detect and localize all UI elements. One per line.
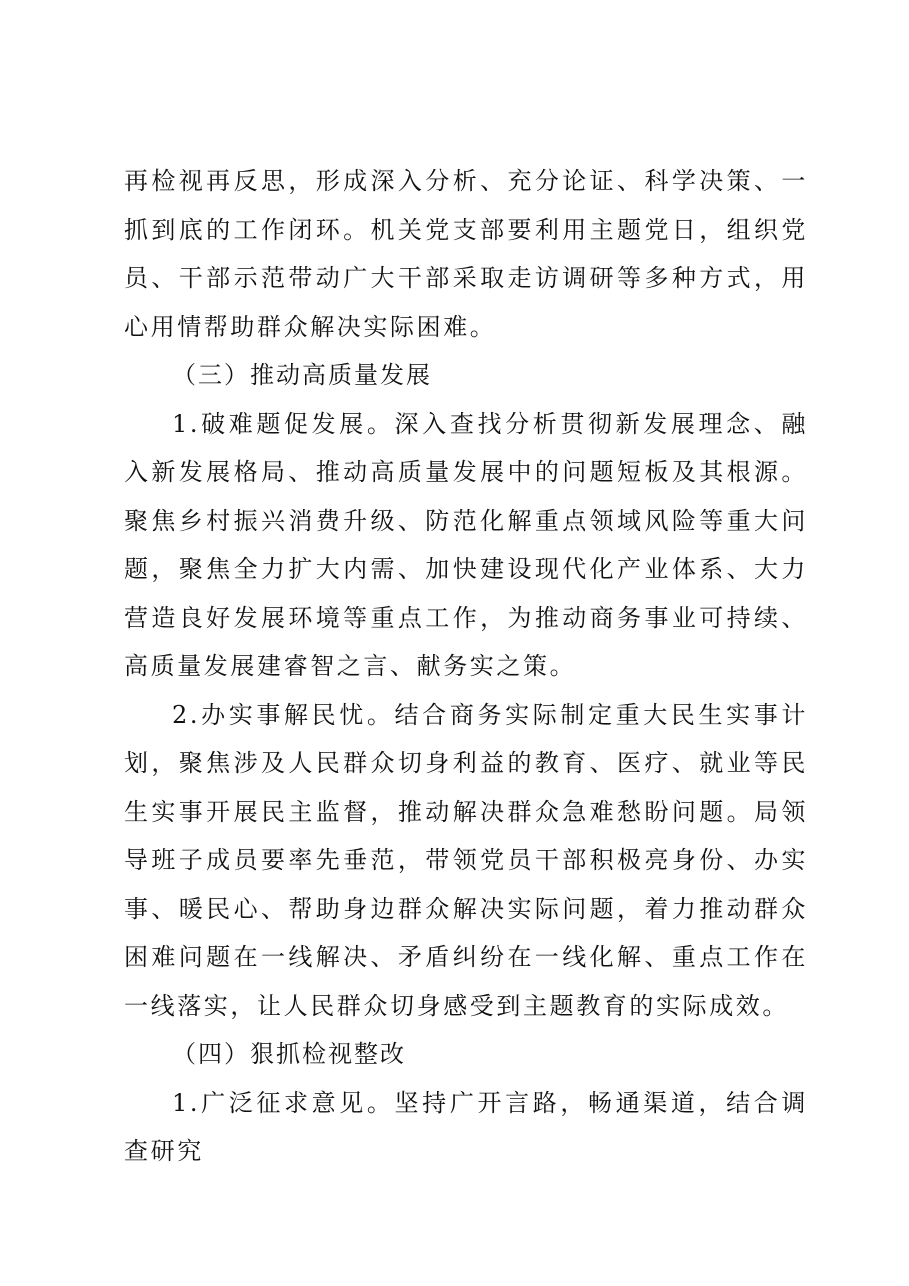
paragraph-continuation: 再检视再反思，形成深入分析、充分论证、科学决策、一抓到底的工作闭环。机关党支部要利用主题党日，组织党员、干部示范带动广大干部采取走访调研等多种方式，用心用情帮助群众解决实际困难。 (124, 167, 808, 341)
paragraph-solve-problems: 1.破难题促发展。深入查找分析贯彻新发展理念、融入新发展格局、推动高质量发展中的问题短板及其根源。聚焦乡村振兴消费升级、防范化解重点领域风险等重大问题，聚焦全力扩大内需、加快建设现代化产业体系、大力营造良好发展环境等重点工作，为推动商务事业可持续、高质量发展建睿智之言、献务实之策。 (124, 409, 808, 680)
section-heading-4: （四）狠抓检视整改 (172, 1040, 406, 1068)
paragraph-solicit-opinions: 1.广泛征求意见。坚持广开言路，畅通渠道，结合调查研究 (124, 1088, 808, 1165)
document-body (124, 157, 808, 1176)
section-heading-3: （三）推动高质量发展 (172, 361, 432, 389)
paragraph-practical-matters: 2.办实事解民忧。结合商务实际制定重大民生实事计划，聚焦涉及人民群众切身利益的教育、医疗、就业等民生实事开展民主监督，推动解决群众急难愁盼问题。局领导班子成员要率先垂范，带领党员干部积极亮身份、办实事、暖民心、帮助身边群众解决实际问题，着力推动群众困难问题在一线解决、矛盾纠纷在一线化解、重点工作在一线落实，让人民群众切身感受到主题教育的实际成效。 (124, 700, 808, 1020)
